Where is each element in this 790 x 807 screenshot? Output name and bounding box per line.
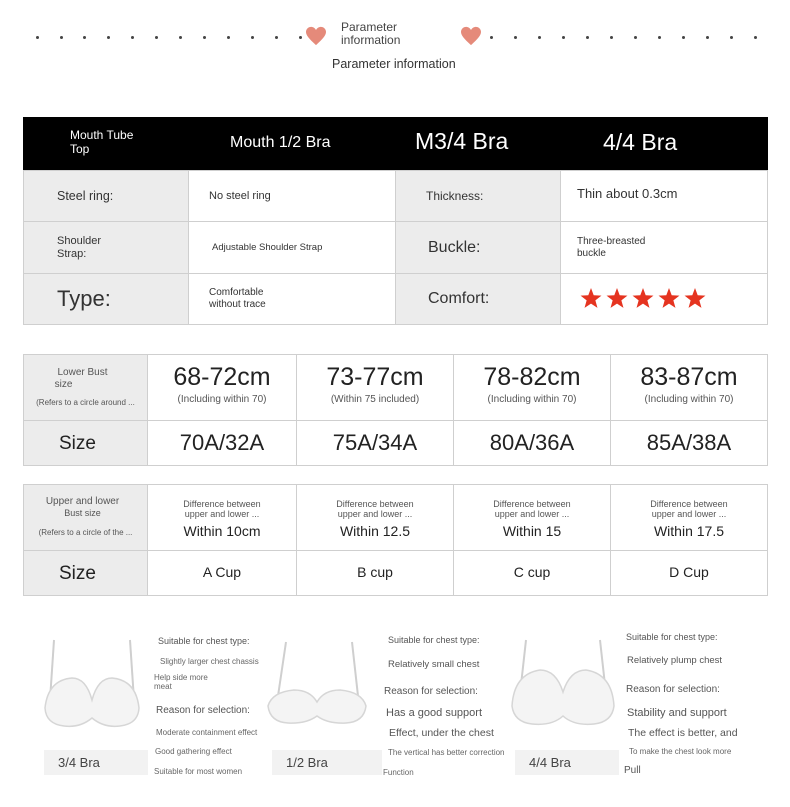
product-label-full-text: 4/4 Bra — [529, 755, 571, 770]
bust-diff-1-value: Within 10cm — [183, 523, 261, 539]
bust-diff-label-note: (Refers to a circle of the ... — [38, 528, 133, 537]
header-small-title-line2: information — [341, 33, 401, 47]
comfort-label — [395, 273, 561, 325]
lower-bust-range-1-size: 68-72cm — [173, 363, 271, 391]
type-label — [23, 273, 189, 325]
type-value — [188, 273, 396, 325]
dot — [299, 36, 302, 39]
thickness-label — [395, 170, 561, 222]
type-value-line1: Comfortable — [209, 287, 264, 298]
p1-reason-1: Moderate containment effect — [156, 728, 258, 737]
bust-diff-3-value: Within 15 — [502, 523, 562, 539]
product-label-half-text: 1/2 Bra — [286, 755, 328, 770]
shoulder-strap-value-text: Adjustable Shoulder Strap — [212, 242, 323, 253]
dot — [562, 36, 565, 39]
bra-full-image — [508, 636, 618, 731]
lower-bust-range-4 — [610, 354, 768, 421]
bust-diff-label — [23, 484, 148, 551]
p1-suitable-2b: meat — [154, 682, 172, 691]
shoulder-strap-value — [188, 221, 396, 274]
cup-3 — [453, 550, 611, 596]
bust-diff-1-line2: upper and lower ... — [184, 509, 260, 519]
shoulder-strap-label — [23, 221, 189, 274]
bra-three-quarter-image — [40, 638, 145, 733]
cup-4 — [610, 550, 768, 596]
buckle-value — [560, 221, 768, 274]
bust-diff-2-value: Within 12.5 — [339, 523, 411, 539]
size-value-3 — [453, 420, 611, 466]
buckle-value-text — [577, 236, 645, 260]
dot — [275, 36, 278, 39]
p3-suitable-title: Suitable for chest type: — [626, 632, 718, 642]
style-header-row — [23, 117, 768, 170]
lower-bust-range-4-note: (Including within 70) — [644, 394, 734, 405]
steel-ring-value — [188, 170, 396, 222]
bust-diff-1 — [147, 484, 297, 551]
lower-bust-label-line2: size — [54, 379, 73, 390]
p2-reason-1: Has a good support — [386, 707, 483, 719]
p3-suitable-1: Relatively plump chest — [627, 655, 723, 666]
dot — [706, 36, 709, 39]
lower-bust-label-note: (Refers to a circle around ... — [36, 398, 135, 407]
cup-size-label-text: Size — [59, 563, 96, 584]
style-mouth-tube-top — [70, 128, 133, 156]
dot — [131, 36, 134, 39]
size-value-1 — [147, 420, 297, 466]
buckle-value-line1: Three-breasted — [577, 235, 646, 247]
size-value-2 — [296, 420, 454, 466]
thickness-value — [560, 170, 768, 222]
size-value-4-text: 85A/38A — [646, 430, 732, 455]
bust-diff-4-line2: upper and lower ... — [651, 509, 727, 519]
cup-2 — [296, 550, 454, 596]
dots-left — [36, 36, 296, 40]
dot — [610, 36, 613, 39]
lower-bust-range-1 — [147, 354, 297, 421]
bust-diff-label-line2: Bust size — [64, 508, 101, 518]
lower-bust-range-3-note: (Including within 70) — [487, 394, 577, 405]
dot — [179, 36, 182, 39]
header-small-title-line1: Parameter — [341, 20, 398, 34]
dot — [203, 36, 206, 39]
buckle-value-line2: buckle — [577, 247, 606, 259]
buckle-label-text: Buckle: — [428, 238, 481, 256]
bust-diff-1-line1: Difference between — [183, 499, 261, 509]
dot — [682, 36, 685, 39]
heart-icon-left — [305, 26, 327, 46]
dot — [251, 36, 254, 39]
star-icon — [633, 288, 654, 308]
dots-right — [490, 36, 760, 40]
buckle-label — [395, 221, 561, 274]
lower-bust-label-line1: Lower Bust — [57, 367, 108, 378]
comfort-rating — [560, 273, 768, 325]
bust-diff-3-line2: upper and lower ... — [494, 509, 570, 519]
lower-bust-range-4-size: 83-87cm — [640, 363, 738, 391]
dot — [730, 36, 733, 39]
comfort-stars — [579, 287, 709, 311]
bust-diff-4-line1: Difference between — [650, 499, 728, 509]
size-label-text: Size — [59, 433, 96, 454]
dot — [586, 36, 589, 39]
cup-2-text: B cup — [357, 564, 393, 580]
thickness-value-text: Thin about 0.3cm — [577, 186, 678, 201]
p3-reason-title: Reason for selection: — [626, 684, 720, 695]
steel-ring-value-text: No steel ring — [209, 190, 271, 202]
p3-reason-1: Stability and support — [627, 707, 727, 719]
lower-bust-range-3 — [453, 354, 611, 421]
size-value-4 — [610, 420, 768, 466]
cup-1 — [147, 550, 297, 596]
star-icon — [581, 288, 602, 308]
steel-ring-label — [23, 170, 189, 222]
style-col1-line2: Top — [70, 142, 90, 156]
star-icon — [659, 288, 680, 308]
size-value-3-text: 80A/36A — [489, 430, 575, 455]
style-three-quarter-bra: M3/4 Bra — [415, 128, 509, 154]
lower-bust-range-2-size: 73-77cm — [326, 363, 424, 391]
page-title: Parameter information — [332, 57, 456, 71]
dot — [514, 36, 517, 39]
dot — [754, 36, 757, 39]
star-icon — [607, 288, 628, 308]
bust-diff-3-line1: Difference between — [493, 499, 571, 509]
product-label-three-quarter — [44, 750, 148, 775]
bust-diff-3 — [453, 484, 611, 551]
p2-suitable-title: Suitable for chest type: — [388, 635, 480, 645]
dot — [36, 36, 39, 39]
shoulder-strap-line2: Strap: — [57, 247, 87, 260]
cup-size-label — [23, 550, 148, 596]
lower-bust-range-2-note: (Within 75 included) — [330, 394, 420, 405]
dot — [83, 36, 86, 39]
lower-bust-range-1-note: (Including within 70) — [177, 394, 267, 405]
p3-reason-3: To make the chest look more — [629, 747, 732, 756]
p1-reason-2: Good gathering effect — [155, 747, 232, 756]
p3-reason-4: Pull — [624, 765, 641, 776]
bust-diff-4 — [610, 484, 768, 551]
p1-suitable-title: Suitable for chest type: — [158, 636, 250, 646]
p2-reason-2: Effect, under the chest — [389, 727, 494, 739]
cup-1-text: A Cup — [202, 564, 242, 580]
lower-bust-range-2 — [296, 354, 454, 421]
shoulder-strap-line1: Shoulder — [57, 234, 102, 247]
p1-reason-3: Suitable for most women — [154, 767, 243, 776]
size-label — [23, 420, 148, 466]
cup-4-text: D Cup — [669, 564, 709, 580]
header-small-title — [341, 21, 400, 47]
shoulder-strap-label-text — [57, 235, 101, 261]
p2-reason-title: Reason for selection: — [384, 686, 478, 697]
p2-reason-3: The vertical has better correction — [388, 748, 505, 757]
heart-icon-right — [460, 26, 482, 46]
thickness-label-text: Thickness: — [426, 189, 484, 203]
product-label-full — [515, 750, 619, 775]
lower-bust-label — [23, 354, 148, 421]
p2-reason-4: Function — [383, 768, 414, 777]
cup-3-text: C cup — [513, 564, 551, 580]
style-half-bra: Mouth 1/2 Bra — [230, 134, 331, 151]
dot — [658, 36, 661, 39]
dot — [634, 36, 637, 39]
size-value-1-text: 70A/32A — [179, 430, 265, 455]
steel-ring-label-text: Steel ring: — [57, 189, 114, 203]
product-label-half — [272, 750, 382, 775]
type-value-line2: without trace — [209, 299, 266, 310]
bust-diff-4-value: Within 17.5 — [653, 523, 725, 539]
bust-diff-2-line2: upper and lower ... — [337, 509, 413, 519]
dot — [155, 36, 158, 39]
dot — [227, 36, 230, 39]
star-icon — [685, 288, 706, 308]
dot — [107, 36, 110, 39]
bust-diff-2 — [296, 484, 454, 551]
bra-half-image — [262, 636, 372, 731]
type-value-text — [209, 287, 266, 311]
dot — [538, 36, 541, 39]
p1-suitable-2a: Help side more — [154, 673, 208, 682]
type-label-text: Type: — [57, 286, 111, 311]
comfort-label-text: Comfort: — [428, 290, 490, 307]
dot — [60, 36, 63, 39]
product-label-three-quarter-text: 3/4 Bra — [58, 755, 100, 770]
lower-bust-range-3-size: 78-82cm — [483, 363, 581, 391]
p2-suitable-1: Relatively small chest — [388, 659, 480, 670]
style-col1-line1: Mouth Tube — [70, 128, 134, 142]
dot — [490, 36, 493, 39]
bust-diff-label-line1: Upper and lower — [45, 496, 120, 507]
style-full-bra: 4/4 Bra — [603, 129, 678, 155]
p3-reason-2: The effect is better, and — [628, 727, 738, 739]
p1-reason-title: Reason for selection: — [156, 705, 250, 716]
p1-suitable-1: Slightly larger chest chassis — [160, 657, 259, 666]
size-value-2-text: 75A/34A — [332, 430, 418, 455]
bust-diff-2-line1: Difference between — [336, 499, 414, 509]
